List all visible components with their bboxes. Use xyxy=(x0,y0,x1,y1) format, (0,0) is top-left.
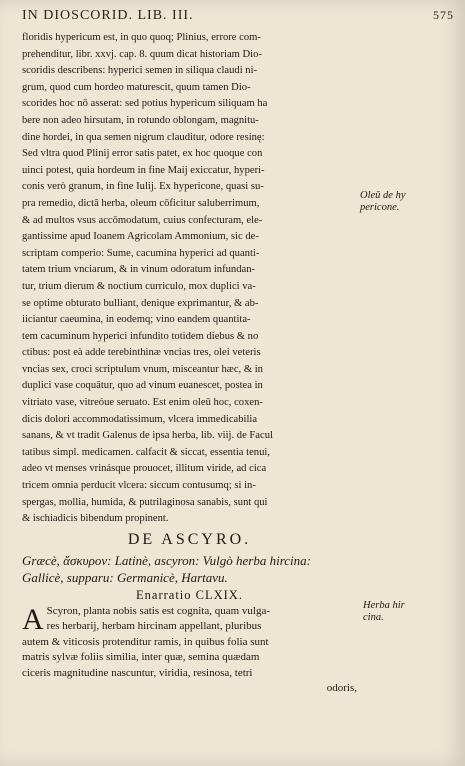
text-line: tricem omnia perducit vlcera: siccum contusumq; si in- xyxy=(22,480,256,492)
text-line: tur, trium dierum & noctium curriculo, mox duplici va- xyxy=(22,280,256,292)
text-line: gantissime apud Ioanem Agricolam Ammonium, sic de- xyxy=(22,231,259,243)
text-line: grum, quod cum hordeo maturescit, quum tamen Dio- xyxy=(22,81,251,93)
text-line: duplici vase coquātur, quo ad vinum euanescet, postea in xyxy=(22,380,263,392)
text-line: prehenditur, libr. xxvj. cap. 8. quum dicat historiam Dio- xyxy=(22,48,262,60)
ascyron-paragraph xyxy=(22,604,357,697)
text-line: dine hordei, in qua semen nigrum clauditur, odore resinę: xyxy=(22,131,265,143)
page-number: 575 xyxy=(433,8,454,22)
text-line: sanans, & vt tradit Galenus de ipsa herba, lib. viij. de Facul xyxy=(22,430,273,442)
ascyron-lines xyxy=(22,604,357,682)
text-line: scorides hoc nō asserat: sed potius hypericum siliquam ha xyxy=(22,98,268,110)
text-line: iiciantur caeumina, in eodemq; vino eandem quantita- xyxy=(22,314,251,326)
text-line: bere non adeo hirsutam, in rotundo oblongam, magnitu- xyxy=(22,114,259,126)
text-line: & ad multos vsus accōmodatum, cuius confecturam, ele- xyxy=(22,214,263,226)
text-line: tatibus simpl. medicamen. calfacit & siccat, essentia tenui, xyxy=(22,446,270,458)
running-header xyxy=(22,8,454,24)
margin-note-line: Oleū de hy xyxy=(360,190,406,201)
drop-cap: A xyxy=(22,602,44,636)
catchword: odoris, xyxy=(326,682,357,695)
text-line: matris sylvæ foliis similia, inter quæ, semina quædam xyxy=(22,651,260,664)
text-line: pra remedio, dictâ herba, oleum cōficitur saluberrimum, xyxy=(22,197,260,209)
margin-note-herba-hircina xyxy=(363,600,405,624)
margin-note-oleum xyxy=(360,190,405,214)
running-head-title: IN DIOSCORID. LIB. III. xyxy=(22,8,194,23)
text-line: scoridis describens: hyperici semen in siliqua claudi ni- xyxy=(22,65,258,77)
text-line: tem cacuminum hyperici infundito totidem diebus & no xyxy=(22,330,259,342)
text-line: res herbarij, herbam hircinam appellant, pluribus xyxy=(46,620,262,633)
text-line: floridis hypericum est, in quo quoq; Plinius, errore com- xyxy=(22,32,261,43)
text-line: & ischiadicis bibendum propinent. xyxy=(22,513,169,525)
enarratio-heading: Enarratio CLXIX. xyxy=(136,587,243,602)
text-line: dicis dolori accommodatissimum, vlcera immedicabilia xyxy=(22,413,258,425)
text-line: Scyron, planta nobis satis est cognita, quam vulga- xyxy=(46,604,270,617)
text-line: se optime obturato bulliant, denique exprimantur, & ab- xyxy=(22,297,259,309)
text-line: uinci potest, quia hordeum in fine Maij exiccatur, hyperi- xyxy=(22,164,265,176)
text-line: vitriato vase, vitreóue seruato. Est enim oleū hoc, coxen- xyxy=(22,397,263,409)
text-line: Sed vltra quod Plinij error satis patet, ex hoc quoque con xyxy=(22,148,263,160)
text-line: spergas, mollia, humida, & putrilaginosa sanabis, sunt qui xyxy=(22,496,268,508)
body-paragraph xyxy=(22,30,357,528)
margin-note-line: Herba hir xyxy=(363,600,405,611)
text-line: adeo vt menses vrinásque prouocet, illitum viride, ad cica xyxy=(22,463,267,475)
text-line: conis verò granum, in fine Iulij. Ex hypericone, quasi su- xyxy=(22,181,264,193)
names-line-2: Gallicè, supparu: Germanicè, Hartavu. xyxy=(22,569,228,585)
text-line: scriptam comperio: Sume, cacumina hyperici ad quanti- xyxy=(22,247,260,259)
main-text-column xyxy=(22,30,357,697)
text-line: ctibus: post eà adde terebinthinæ vncias tres, olei veteris xyxy=(22,347,261,359)
margin-note-line: cina. xyxy=(363,612,384,623)
margin-note-line: pericone. xyxy=(360,202,400,213)
names-line-1: Græcè, ἄσκυρον: Latinè, ascyron: Vulgò herba hircina: xyxy=(22,552,311,568)
section-title: DE ASCYRO. xyxy=(127,530,252,548)
text-line: vncias sex, croci scriptulum vnum, misceantur hæc, & in xyxy=(22,363,263,375)
text-line: ciceris magnitudine nascuntur, viridia, resinosa, tetri xyxy=(22,666,253,679)
text-line: tatem trium vnciarum, & in vinum odoratum infundan- xyxy=(22,264,256,276)
text-line: autem & viticosis protenditur ramis, in quibus folia sunt xyxy=(22,635,269,648)
